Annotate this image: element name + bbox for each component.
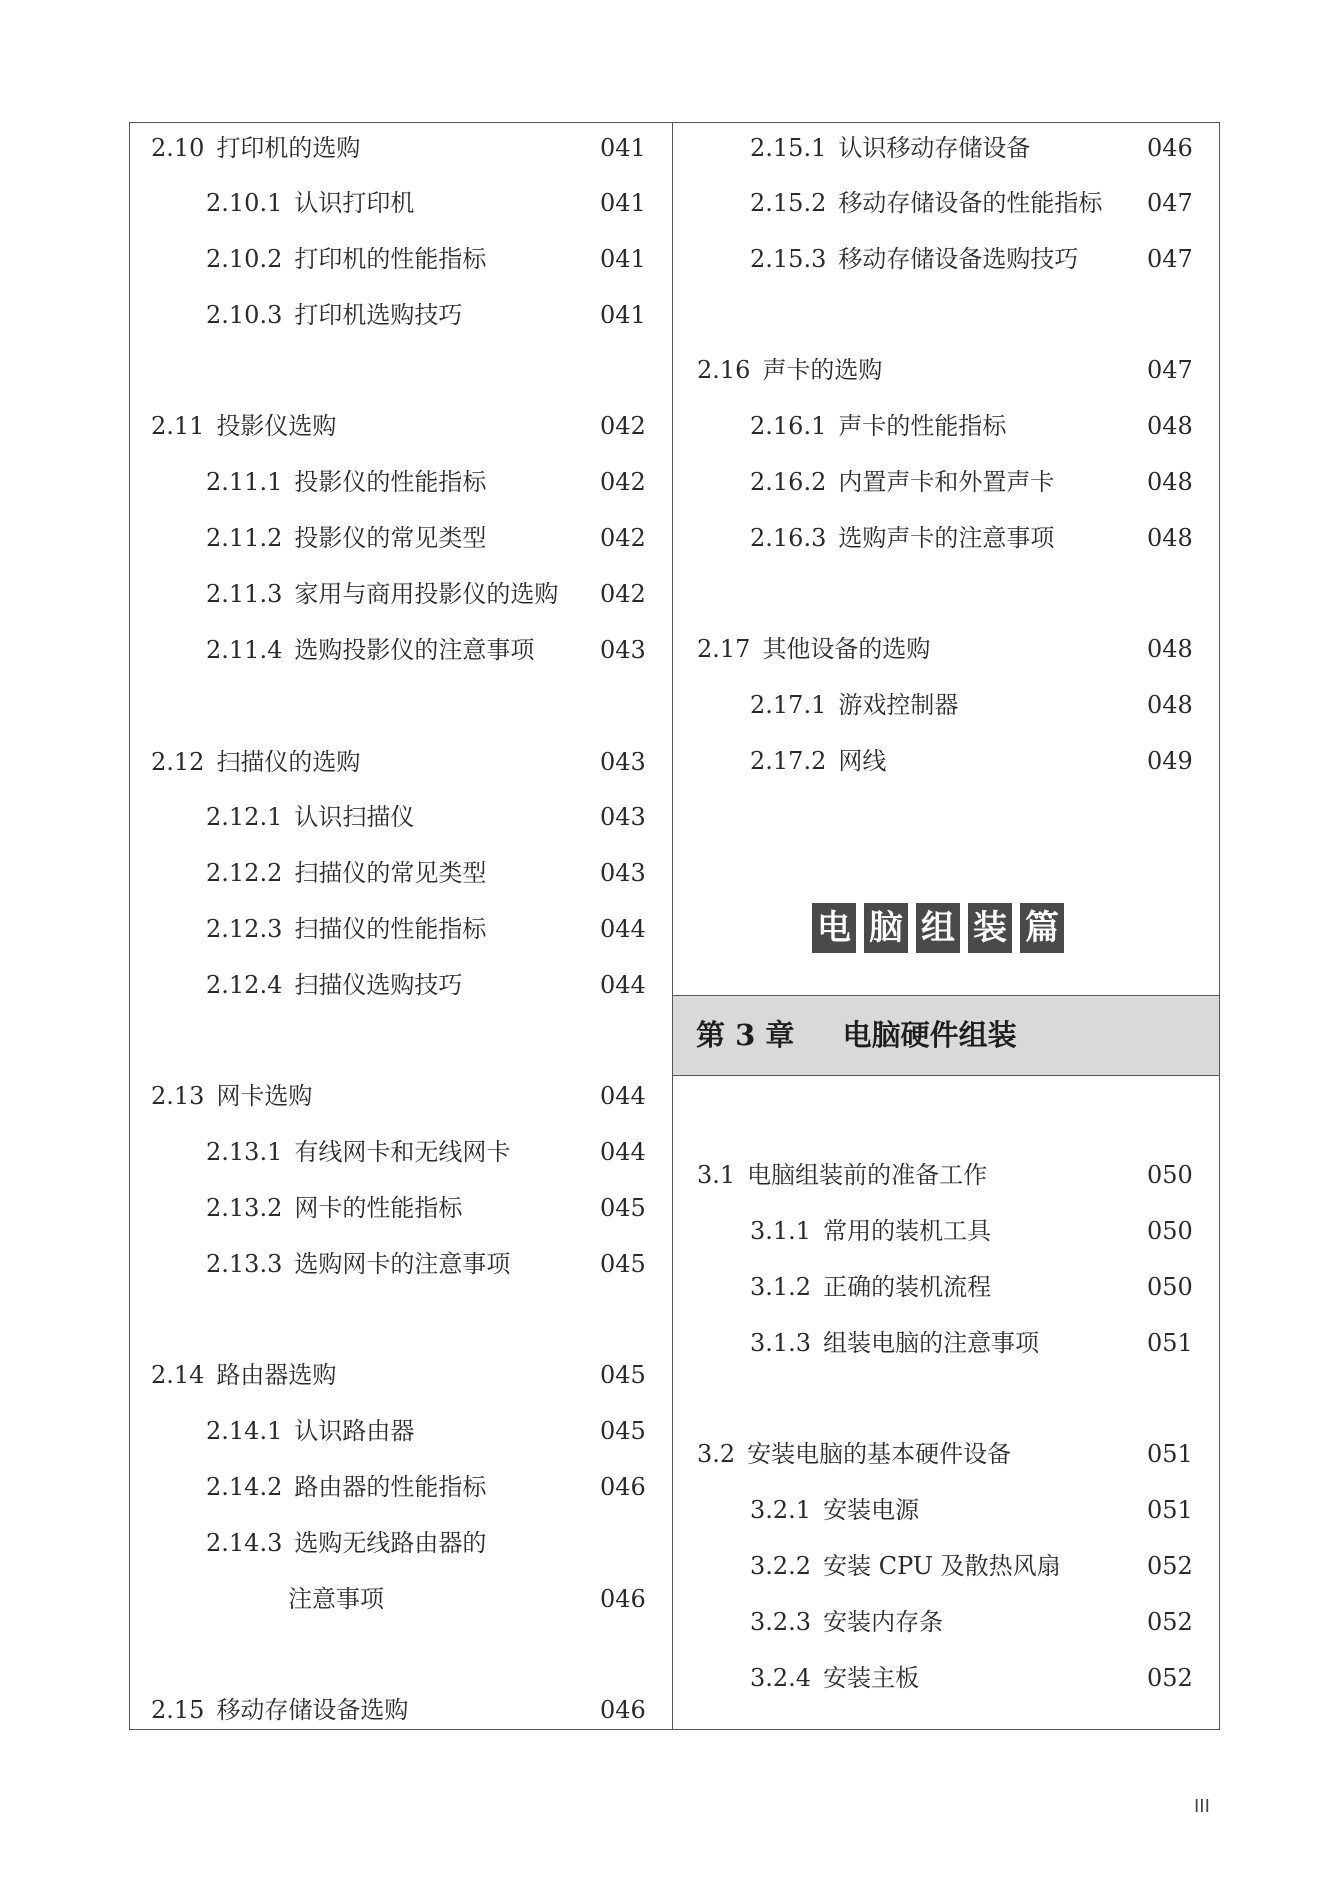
column-divider — [672, 122, 673, 1730]
toc-entry-title: 选购网卡的注意事项 — [294, 1250, 511, 1278]
toc-entry-number: 2.10.2 — [206, 245, 283, 273]
toc-entry-title: 网卡的性能指标 — [294, 1194, 463, 1222]
toc-entry-number: 2.14.2 — [206, 1473, 283, 1501]
toc-subsection-entry[interactable] — [750, 518, 1054, 558]
toc-entry-title: 正确的装机流程 — [823, 1273, 992, 1301]
toc-entry-page: 048 — [1147, 635, 1193, 663]
chapter-label: 第 3 章 — [696, 1018, 795, 1052]
toc-section-entry[interactable] — [697, 1155, 987, 1195]
toc-section-entry[interactable] — [697, 350, 882, 390]
toc-entry-title: 移动存储设备选购 — [216, 1696, 409, 1724]
toc-subsection-entry[interactable] — [206, 183, 414, 223]
banner-char: 电 — [812, 903, 856, 953]
banner-char: 篇 — [1020, 903, 1064, 953]
section-banner — [812, 903, 1064, 957]
banner-char: 装 — [968, 903, 1012, 953]
toc-subsection-entry[interactable] — [750, 462, 1054, 502]
toc-entry-number: 2.11.3 — [206, 580, 283, 608]
toc-entry-number: 2.10.3 — [206, 301, 283, 329]
toc-subsection-entry[interactable] — [206, 630, 534, 670]
toc-entry-number: 3.2.4 — [750, 1664, 812, 1692]
toc-subsection-entry[interactable] — [206, 1523, 486, 1563]
toc-entry-title: 安装电脑的基本硬件设备 — [747, 1440, 1012, 1468]
toc-entry-title: 安装主板 — [823, 1664, 920, 1692]
toc-entry-title: 组装电脑的注意事项 — [823, 1329, 1040, 1357]
toc-section-entry[interactable] — [151, 406, 336, 446]
toc-entry-number: 2.13 — [151, 1082, 205, 1110]
toc-entry-title: 网线 — [838, 747, 887, 775]
toc-section-entry[interactable] — [697, 1434, 1011, 1474]
toc-entry-title: 常用的装机工具 — [823, 1217, 992, 1245]
toc-entry-page: 048 — [1147, 468, 1193, 496]
toc-entry-title: 认识打印机 — [294, 189, 415, 217]
toc-entry-page: 042 — [600, 468, 646, 496]
toc-entry-number: 3.2.2 — [750, 1552, 812, 1580]
toc-entry-page: 047 — [1147, 356, 1193, 384]
toc-subsection-entry[interactable] — [206, 1188, 462, 1228]
toc-entry-title: 路由器的性能指标 — [294, 1473, 487, 1501]
toc-entry-title: 投影仪的性能指标 — [294, 468, 487, 496]
toc-entry-title: 游戏控制器 — [838, 691, 959, 719]
toc-entry-page: 044 — [600, 971, 646, 999]
toc-section-entry[interactable] — [288, 1579, 384, 1619]
toc-entry-title: 移动存储设备选购技巧 — [838, 245, 1079, 273]
toc-subsection-entry[interactable] — [750, 741, 886, 781]
toc-section-entry[interactable] — [151, 1076, 312, 1116]
toc-entry-title: 打印机的选购 — [216, 134, 361, 162]
toc-entry-number: 2.16.3 — [750, 524, 827, 552]
toc-entry-page: 046 — [600, 1696, 646, 1724]
toc-entry-number: 2.12.4 — [206, 971, 283, 999]
toc-entry-page: 043 — [600, 748, 646, 776]
toc-entry-title: 注意事项 — [288, 1585, 384, 1613]
toc-subsection-entry[interactable] — [750, 1602, 943, 1642]
toc-entry-page: 051 — [1147, 1496, 1193, 1524]
toc-entry-number: 2.12.1 — [206, 803, 283, 831]
toc-entry-page: 041 — [600, 134, 646, 162]
toc-entry-title: 扫描仪的常见类型 — [294, 859, 487, 887]
toc-entry-page: 047 — [1147, 189, 1193, 217]
toc-entry-number: 2.17 — [697, 635, 751, 663]
toc-subsection-entry[interactable] — [206, 853, 486, 893]
toc-entry-number: 2.15.3 — [750, 245, 827, 273]
toc-entry-number: 2.15.2 — [750, 189, 827, 217]
toc-subsection-entry[interactable] — [206, 965, 462, 1005]
toc-entry-number: 3.2.1 — [750, 1496, 812, 1524]
toc-entry-title: 投影仪的常见类型 — [294, 524, 487, 552]
toc-entry-title: 选购投影仪的注意事项 — [294, 636, 535, 664]
toc-entry-number: 2.11.2 — [206, 524, 283, 552]
toc-entry-page: 045 — [600, 1417, 646, 1445]
toc-entry-page: 045 — [600, 1250, 646, 1278]
toc-entry-title: 认识扫描仪 — [294, 803, 415, 831]
toc-entry-page: 042 — [600, 412, 646, 440]
toc-entry-page: 052 — [1147, 1608, 1193, 1636]
toc-entry-number: 3.1.2 — [750, 1273, 812, 1301]
toc-entry-number: 2.11.4 — [206, 636, 283, 664]
toc-subsection-entry[interactable] — [206, 574, 558, 614]
toc-subsection-entry[interactable] — [750, 406, 1006, 446]
toc-subsection-entry[interactable] — [206, 1244, 510, 1284]
toc-entry-page: 051 — [1147, 1440, 1193, 1468]
toc-entry-title: 路由器选购 — [216, 1361, 337, 1389]
toc-entry-number: 2.13.3 — [206, 1250, 283, 1278]
toc-entry-number: 2.11 — [151, 412, 205, 440]
toc-entry-page: 043 — [600, 859, 646, 887]
toc-entry-page: 044 — [600, 915, 646, 943]
toc-entry-title: 声卡的性能指标 — [838, 412, 1007, 440]
toc-entry-page: 046 — [1147, 134, 1193, 162]
toc-entry-title: 有线网卡和无线网卡 — [294, 1138, 511, 1166]
toc-entry-page: 050 — [1147, 1273, 1193, 1301]
toc-entry-number: 2.16 — [697, 356, 751, 384]
toc-section-entry[interactable] — [151, 742, 360, 782]
toc-subsection-entry[interactable] — [750, 1546, 1061, 1586]
toc-entry-page: 052 — [1147, 1552, 1193, 1580]
toc-subsection-entry[interactable] — [206, 909, 486, 949]
toc-entry-number: 2.17.1 — [750, 691, 827, 719]
toc-entry-number: 3.2 — [697, 1440, 736, 1468]
toc-entry-number: 2.15.1 — [750, 134, 827, 162]
toc-entry-title: 安装 CPU 及散热风扇 — [823, 1552, 1061, 1580]
toc-entry-number: 2.14.1 — [206, 1417, 283, 1445]
toc-entry-title: 安装内存条 — [823, 1608, 944, 1636]
toc-entry-page: 042 — [600, 524, 646, 552]
toc-subsection-entry[interactable] — [750, 183, 1102, 223]
toc-entry-number: 2.10.1 — [206, 189, 283, 217]
page-number: III — [1194, 1796, 1210, 1817]
toc-entry-page: 043 — [600, 636, 646, 664]
toc-section-entry[interactable] — [151, 1690, 408, 1730]
toc-entry-title: 扫描仪的性能指标 — [294, 915, 487, 943]
toc-subsection-entry[interactable] — [750, 1490, 919, 1530]
toc-subsection-entry[interactable] — [750, 239, 1078, 279]
toc-entry-title: 家用与商用投影仪的选购 — [294, 580, 559, 608]
toc-entry-page: 049 — [1147, 747, 1193, 775]
toc-entry-page: 041 — [600, 245, 646, 273]
toc-entry-number: 2.14.3 — [206, 1529, 283, 1557]
toc-entry-page: 052 — [1147, 1664, 1193, 1692]
toc-entry-page: 051 — [1147, 1329, 1193, 1357]
toc-entry-number: 2.14 — [151, 1361, 205, 1389]
toc-entry-title: 投影仪选购 — [216, 412, 337, 440]
toc-entry-number: 3.1.1 — [750, 1217, 812, 1245]
toc-section-entry[interactable] — [697, 629, 930, 669]
toc-entry-title: 认识路由器 — [294, 1417, 415, 1445]
toc-entry-page: 041 — [600, 189, 646, 217]
toc-entry-title: 声卡的选购 — [762, 356, 883, 384]
toc-section-entry[interactable] — [151, 128, 360, 168]
toc-entry-page: 050 — [1147, 1161, 1193, 1189]
toc-entry-title: 电脑组装前的准备工作 — [747, 1161, 988, 1189]
toc-entry-number: 2.10 — [151, 134, 205, 162]
toc-subsection-entry[interactable] — [206, 1411, 414, 1451]
toc-entry-title: 打印机选购技巧 — [294, 301, 463, 329]
toc-entry-title: 选购声卡的注意事项 — [838, 524, 1055, 552]
toc-entry-title: 网卡选购 — [216, 1082, 313, 1110]
toc-subsection-entry[interactable] — [206, 1132, 510, 1172]
toc-entry-number: 2.17.2 — [750, 747, 827, 775]
toc-entry-page: 048 — [1147, 412, 1193, 440]
toc-entry-number: 3.2.3 — [750, 1608, 812, 1636]
toc-entry-page: 042 — [600, 580, 646, 608]
toc-entry-page: 048 — [1147, 691, 1193, 719]
chapter-title: 电脑硬件组装 — [842, 1018, 1017, 1052]
toc-entry-number: 2.16.2 — [750, 468, 827, 496]
toc-entry-number: 2.13.2 — [206, 1194, 283, 1222]
toc-entry-title: 扫描仪选购技巧 — [294, 971, 463, 999]
toc-entry-page: 047 — [1147, 245, 1193, 273]
toc-entry-title: 扫描仪的选购 — [216, 748, 361, 776]
toc-subsection-entry[interactable] — [206, 295, 462, 335]
banner-char: 脑 — [864, 903, 908, 953]
toc-entry-number: 2.16.1 — [750, 412, 827, 440]
toc-entry-page: 044 — [600, 1138, 646, 1166]
toc-subsection-entry[interactable] — [750, 1267, 991, 1307]
toc-entry-number: 2.13.1 — [206, 1138, 283, 1166]
toc-entry-number: 2.12 — [151, 748, 205, 776]
toc-entry-title: 移动存储设备的性能指标 — [838, 189, 1103, 217]
toc-subsection-entry[interactable] — [750, 1211, 991, 1251]
chapter-heading — [696, 1015, 1017, 1055]
toc-subsection-entry[interactable] — [206, 239, 486, 279]
toc-entry-page: 044 — [600, 1082, 646, 1110]
toc-subsection-entry[interactable] — [206, 518, 486, 558]
toc-entry-title: 其他设备的选购 — [762, 635, 931, 663]
toc-entry-number: 2.15 — [151, 1696, 205, 1724]
toc-subsection-entry[interactable] — [750, 128, 1030, 168]
toc-entry-page: 046 — [600, 1473, 646, 1501]
toc-entry-title: 打印机的性能指标 — [294, 245, 487, 273]
toc-entry-page: 045 — [600, 1194, 646, 1222]
toc-subsection-entry[interactable] — [750, 1323, 1039, 1363]
toc-entry-number: 2.11.1 — [206, 468, 283, 496]
toc-entry-page: 050 — [1147, 1217, 1193, 1245]
toc-entry-page: 043 — [600, 803, 646, 831]
toc-entry-number: 3.1 — [697, 1161, 736, 1189]
toc-subsection-entry[interactable] — [206, 462, 486, 502]
toc-entry-page: 046 — [600, 1585, 646, 1613]
toc-entry-page: 045 — [600, 1361, 646, 1389]
toc-entry-title: 安装电源 — [823, 1496, 920, 1524]
toc-entry-number: 2.12.2 — [206, 859, 283, 887]
toc-entry-page: 048 — [1147, 524, 1193, 552]
toc-entry-number: 3.1.3 — [750, 1329, 812, 1357]
toc-subsection-entry[interactable] — [750, 1658, 919, 1698]
toc-subsection-entry[interactable] — [206, 797, 414, 837]
toc-entry-title: 认识移动存储设备 — [838, 134, 1031, 162]
toc-entry-title: 内置声卡和外置声卡 — [838, 468, 1055, 496]
toc-subsection-entry[interactable] — [750, 685, 958, 725]
toc-entry-number: 2.12.3 — [206, 915, 283, 943]
banner-char: 组 — [916, 903, 960, 953]
toc-subsection-entry[interactable] — [206, 1467, 486, 1507]
toc-entry-page: 041 — [600, 301, 646, 329]
toc-entry-title: 选购无线路由器的 — [294, 1529, 487, 1557]
toc-section-entry[interactable] — [151, 1355, 336, 1395]
